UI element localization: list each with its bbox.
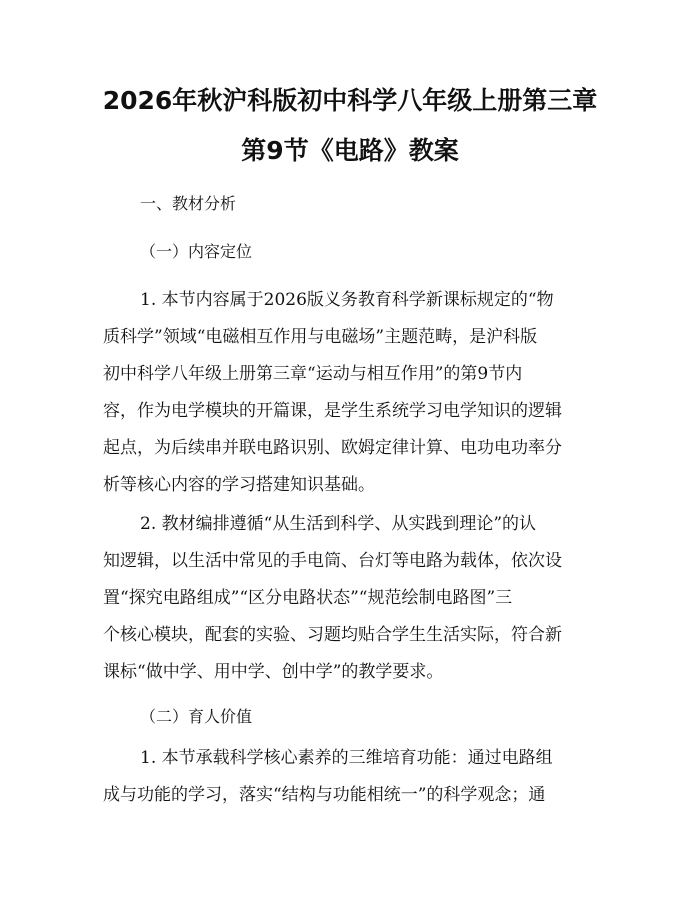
document-title-line-1: 2026年秋沪科版初中科学八年级上册第三章 <box>102 86 598 115</box>
paragraph-line: 置“探究电路组成”“区分电路状态”“规范绘制电路图”三 <box>103 588 513 608</box>
section-heading-textbook-analysis: 一、教材分析 <box>140 194 237 213</box>
paragraph-line: 质科学”领域“电磁相互作用与电磁场”主题范畴，是沪科版 <box>103 327 538 347</box>
paragraph-line: 课标“做中学、用中学、创中学”的教学要求。 <box>103 662 444 682</box>
paragraph-line: 初中科学八年级上册第三章“运动与相互作用”的第9节内 <box>103 364 523 384</box>
subsection-heading-content-positioning: （一）内容定位 <box>140 242 253 261</box>
paragraph-line: 容，作为电学模块的开篇课，是学生系统学习电学知识的逻辑 <box>103 401 562 421</box>
document-title-line-2: 第9节《电路》教案 <box>241 136 459 165</box>
paragraph-line: 1. 本节承载科学核心素养的三维培育功能：通过电路组 <box>140 748 553 768</box>
paragraph-line: 知逻辑，以生活中常见的手电筒、台灯等电路为载体，依次设 <box>103 551 562 571</box>
paragraph-line: 个核心模块，配套的实验、习题均贴合学生生活实际，符合新 <box>103 625 562 645</box>
paragraph-line: 2. 教材编排遵循“从生活到科学、从实践到理论”的认 <box>140 514 537 534</box>
paragraph-3 <box>103 740 603 814</box>
paragraph-2 <box>103 506 603 691</box>
paragraph-line: 起点，为后续串并联电路识别、欧姆定律计算、电功电功率分 <box>103 438 562 458</box>
paragraph-1 <box>103 282 603 504</box>
paragraph-line: 成与功能的学习，落实“结构与功能相统一”的科学观念；通 <box>103 785 546 805</box>
subsection-heading-educational-value: （二）育人价值 <box>140 707 253 726</box>
paragraph-line: 析等核心内容的学习搭建知识基础。 <box>103 475 375 495</box>
paragraph-line: 1. 本节内容属于2026版义务教育科学新课标规定的“物 <box>140 290 554 310</box>
